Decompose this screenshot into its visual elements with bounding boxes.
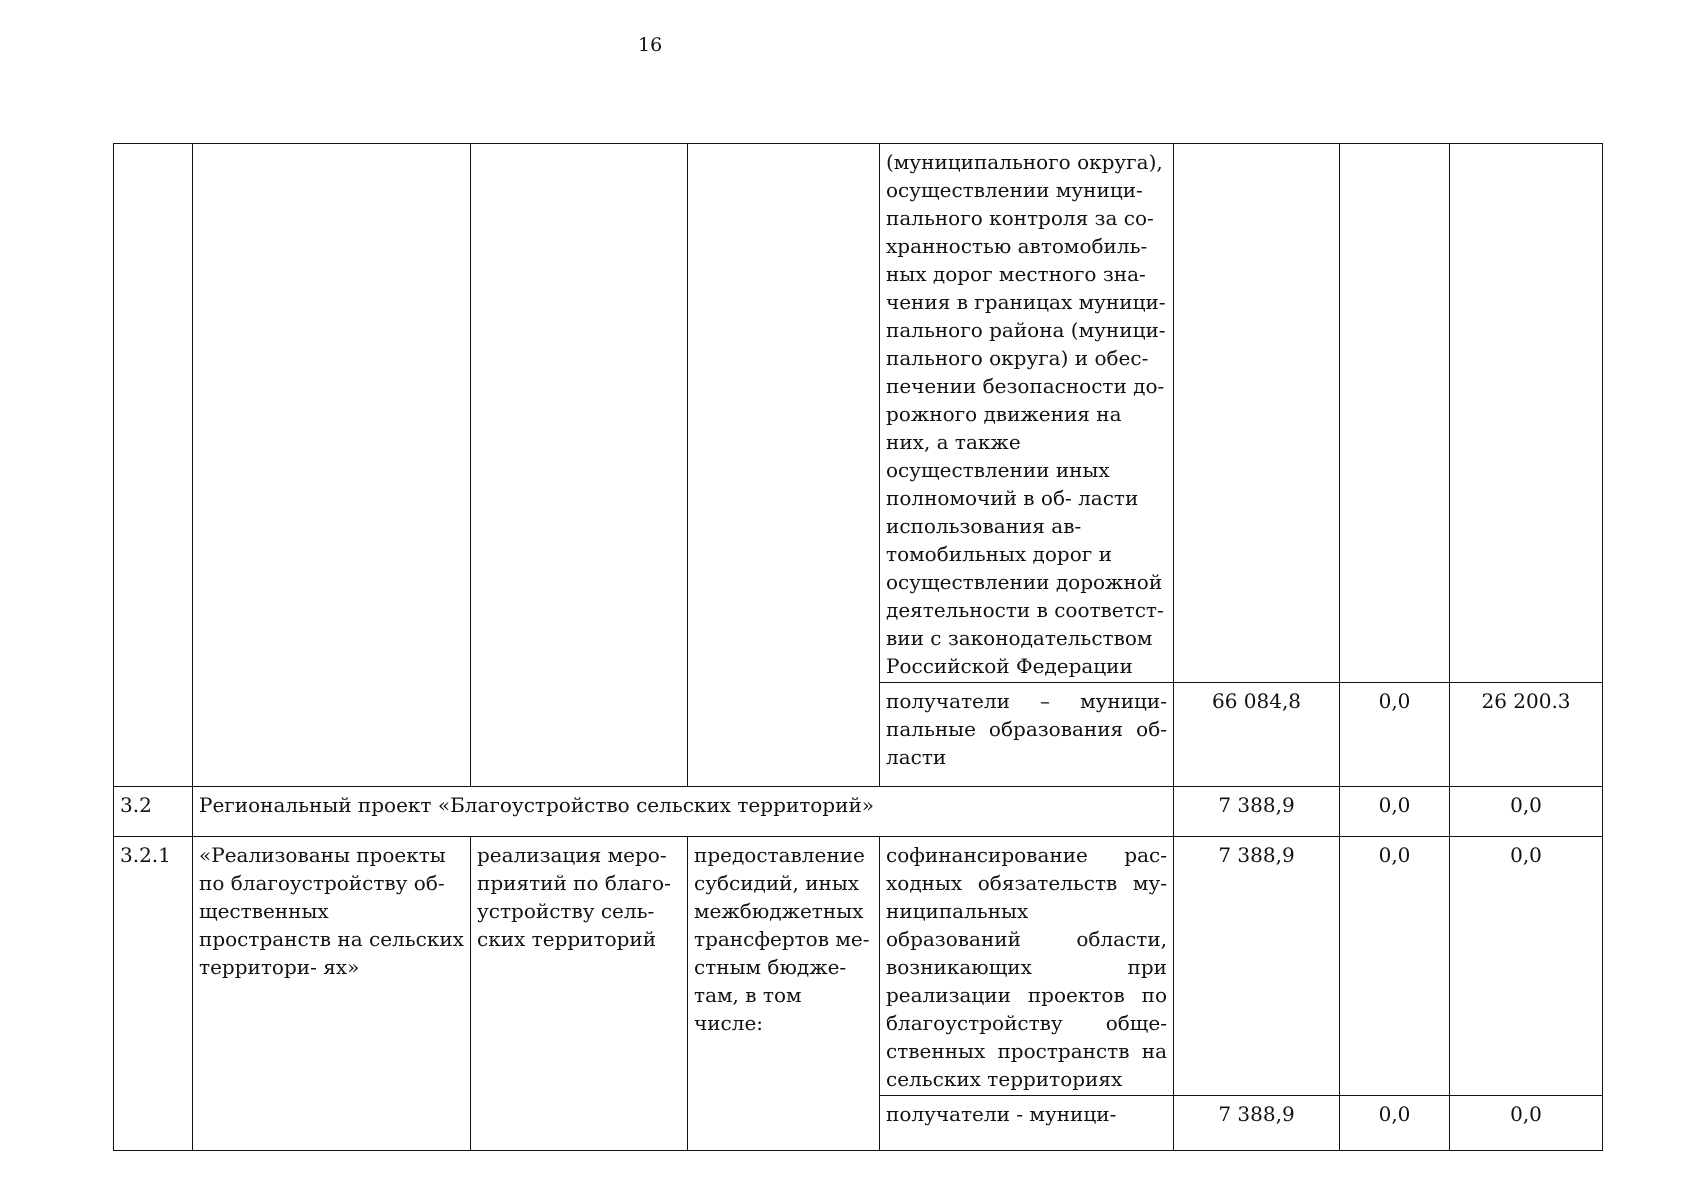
cell-number: 3.2.1 (114, 837, 193, 1151)
table-row (114, 837, 1603, 1096)
cell-value-3: 0,0 (1450, 787, 1603, 837)
cell-value-1 (1174, 144, 1340, 683)
cell-number (114, 144, 193, 787)
cell-value-2: 0,0 (1340, 683, 1450, 787)
cell-number: 3.2 (114, 787, 193, 837)
cell-description: (муниципального округа), осуществлении муници- пального контроля за со- хранностью автомобиль- ных дорог местного зна- чения в границах муници- пального района (муници- пального округа) и обес- печении безопасности до- рожного движения на них, а также осуществлении иных полномочий в об- ласти использования ав- томобильных дорог и осуществлении дорожной деятельности в соответст- вии с законодательством Российской Федерации (880, 144, 1174, 683)
cell-value-1: 7 388,9 (1174, 837, 1340, 1096)
cell-project-title: Региональный проект «Благоустройство сельских территорий» (193, 787, 1174, 837)
cell-value-3: 0,0 (1450, 1096, 1603, 1151)
cell-measure: реализация меро- приятий по благо- устройству сель- ских территорий (471, 837, 688, 1151)
cell-measure (471, 144, 688, 787)
cell-value-2: 0,0 (1340, 1096, 1450, 1151)
table-row (114, 787, 1603, 837)
cell-description: софинансирование рас- ходных обязательств му- ниципальных образований области, возникающих при реализации проектов по благоустройству обще- ственных пространств на сельских территориях (880, 837, 1174, 1096)
table-row (114, 144, 1603, 683)
cell-mechanism (688, 144, 880, 787)
cell-value-3 (1450, 144, 1603, 683)
cell-result (193, 144, 471, 787)
cell-value-2 (1340, 144, 1450, 683)
cell-mechanism: предоставление субсидий, иных межбюджетных трансфертов ме- стным бюдже- там, в том числе: (688, 837, 880, 1151)
cell-value-2: 0,0 (1340, 787, 1450, 837)
cell-value-3: 26 200.3 (1450, 683, 1603, 787)
cell-value-1: 7 388,9 (1174, 1096, 1340, 1151)
cell-value-1: 7 388,9 (1174, 787, 1340, 837)
cell-description: получатели – муници- пальные образования об- ласти (880, 683, 1174, 787)
cell-result: «Реализованы проекты по благоустройству об- щественных пространств на сельских территори- ях» (193, 837, 471, 1151)
budget-table (113, 143, 1603, 1151)
page-number: 16 (638, 34, 663, 56)
cell-description: получатели - муници- (880, 1096, 1174, 1151)
cell-value-2: 0,0 (1340, 837, 1450, 1096)
cell-value-3: 0,0 (1450, 837, 1603, 1096)
cell-value-1: 66 084,8 (1174, 683, 1340, 787)
